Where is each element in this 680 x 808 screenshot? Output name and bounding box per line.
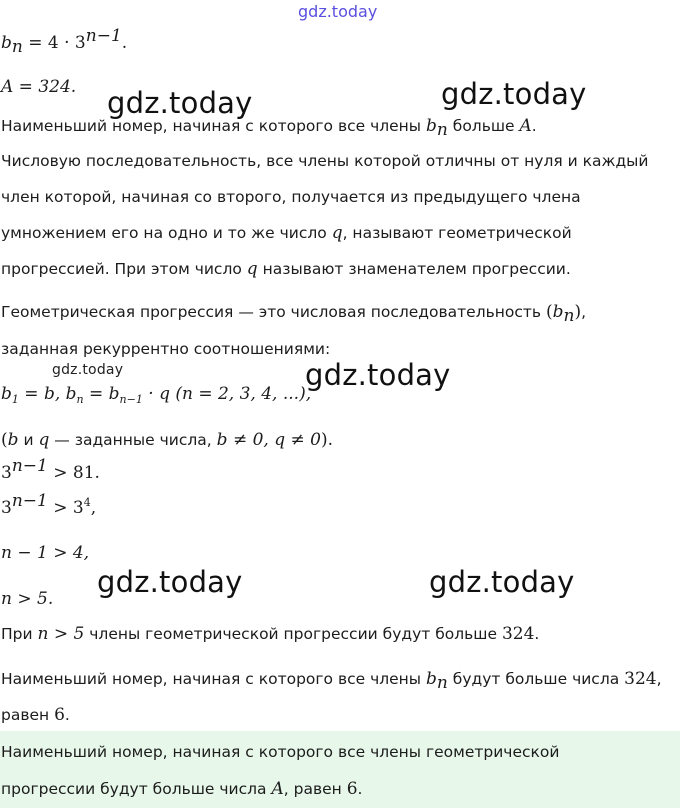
- watermark: gdz.today: [441, 77, 587, 111]
- watermark: gdz.today: [429, 565, 575, 599]
- watermark: gdz.today: [107, 86, 253, 120]
- text-line: равен 6.: [1, 705, 70, 725]
- answer-line: Наименьший номер, начиная с которого все члены геометрической: [1, 743, 560, 761]
- watermark: gdz.today: [52, 362, 124, 378]
- text-line: Наименьший номер, начиная с которого все члены $b_n$ больше A.: [1, 116, 537, 140]
- formula-ineq3: n − 1 > 4,: [1, 543, 90, 563]
- answer-line: прогрессии будут больше числа A, равен 6.: [1, 779, 363, 799]
- text-line: Числовую последовательность, все члены которой отличны от нуля и каждый: [1, 152, 649, 170]
- formula-A: A = 324.: [1, 77, 77, 97]
- watermark-top: gdz.today: [298, 2, 378, 21]
- formula-ineq4: n > 5.: [1, 589, 54, 609]
- text-line: член которой, начиная со второго, получается из предыдущего члена: [1, 188, 581, 206]
- text-line: умножением его на одно и то же число q, называют геометрической: [1, 223, 572, 243]
- watermark: gdz.today: [305, 358, 451, 392]
- formula-ineq1: $3^{n-1} > 81$.: [1, 456, 100, 483]
- formula-recurrence: $b_1 = b$, $b_n = b_{n-1} \cdot q$ (n = 2, 3, 4, ...),: [1, 384, 312, 406]
- text-line: При n > 5 члены геометрической прогрессии будут больше 324.: [1, 624, 540, 644]
- text-line: заданная рекуррентно соотношениями:: [1, 340, 331, 358]
- text-line: Наименьший номер, начиная с которого все члены $b_n$ будут больше числа 324,: [1, 669, 662, 693]
- text-line: прогрессией. При этом число q называют знаменателем прогрессии.: [1, 259, 571, 279]
- text-line: Геометрическая прогрессия — это числовая последовательность $(b_n)$,: [1, 302, 587, 326]
- text-line: (b и q — заданные числа, b ≠ 0, q ≠ 0).: [1, 430, 334, 450]
- watermark: gdz.today: [97, 565, 243, 599]
- formula-bn: $b_n = 4 \cdot 3^{n-1}$.: [1, 26, 128, 57]
- formula-ineq2: $3^{n-1} > 3^4$,: [1, 491, 97, 518]
